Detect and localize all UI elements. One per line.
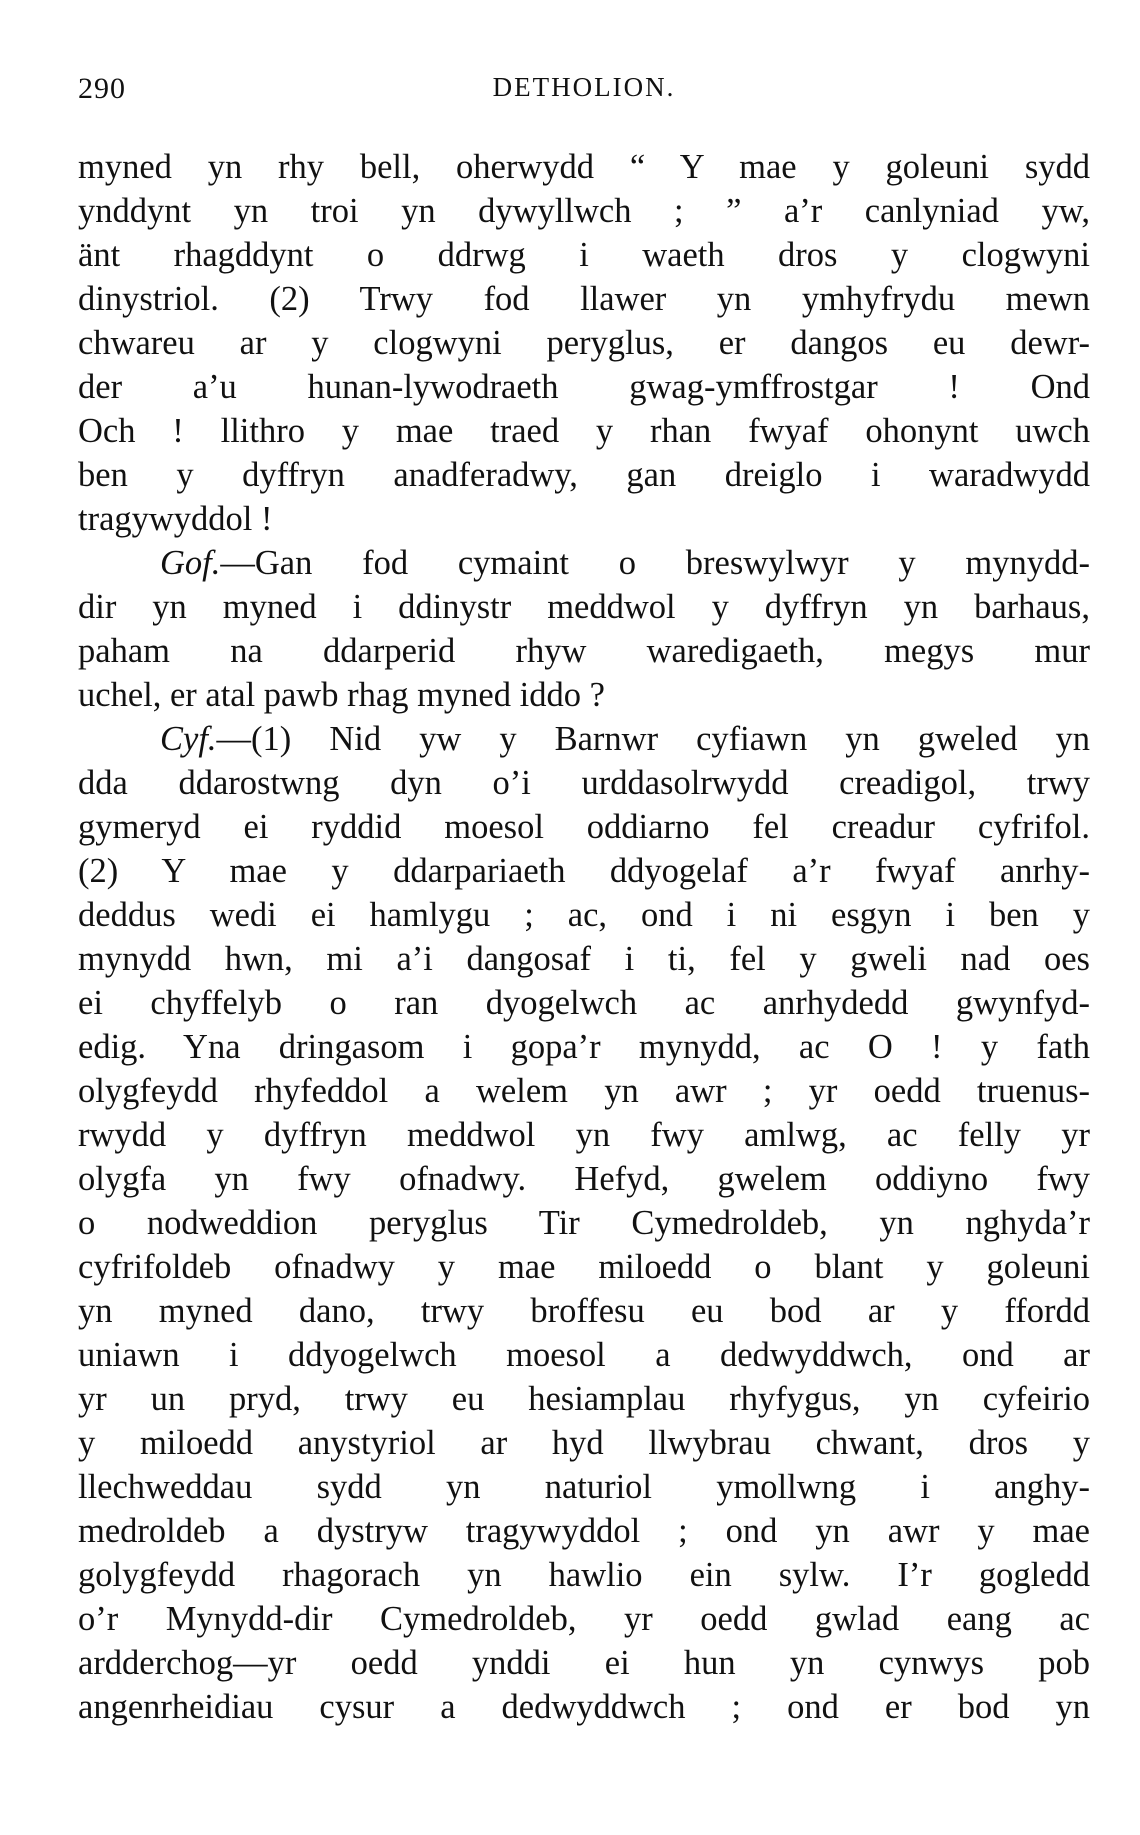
text-line: o nodweddion peryglus Tir Cymedroldeb, yn nghyda’r [78, 1204, 1090, 1242]
text-line: ei chyffelyb o ran dyogelwch ac anrhydedd gwynfyd- [78, 984, 1090, 1022]
text-line: medroldeb a dystryw tragywyddol ; ond yn awr y mae [78, 1512, 1090, 1550]
text-line: dir yn myned i ddinystr meddwol y dyffryn yn barhaus, [78, 588, 1090, 626]
text-line: ben y dyffryn anadferadwy, gan dreiglo i waradwydd [78, 456, 1090, 494]
text-line: ardderchog—yr oedd ynddi ei hun yn cynwys pob [78, 1644, 1090, 1682]
text-line: deddus wedi ei hamlygu ; ac, ond i ni esgyn i ben y [78, 896, 1090, 934]
text-line: olygfeydd rhyfeddol a welem yn awr ; yr oedd truenus- [78, 1072, 1090, 1110]
running-title: DETHOLION. [492, 72, 676, 102]
speaker-label-gof: Gof. [160, 544, 221, 582]
text-line: (2) Y mae y ddarpariaeth ddyogelaf a’r fwyaf anrhy- [78, 852, 1090, 890]
text-line: rwydd y dyffryn meddwol yn fwy amlwg, ac felly yr [78, 1116, 1090, 1154]
text-line: golygfeydd rhagorach yn hawlio ein sylw. I’r gogledd [78, 1556, 1090, 1594]
text-line: o’r Mynydd-dir Cymedroldeb, yr oedd gwlad eang ac [78, 1600, 1090, 1638]
text-line: paham na ddarperid rhyw waredigaeth, megys mur [78, 632, 1090, 670]
text-line: llechweddau sydd yn naturiol ymollwng i anghy- [78, 1468, 1090, 1506]
text-line: ynddynt yn troi yn dywyllwch ; ” a’r canlyniad yw, [78, 192, 1090, 230]
text-line: y miloedd anystyriol ar hyd llwybrau chwant, dros y [78, 1424, 1090, 1462]
dialogue-line-cyf [78, 717, 1090, 761]
text-line: Och ! llithro y mae traed y rhan fwyaf ohonynt uwch [78, 412, 1090, 450]
text-line: chwareu ar y clogwyni peryglus, er dangos eu dewr- [78, 324, 1090, 362]
text-line: dinystriol. (2) Trwy fod llawer yn ymhyfrydu mewn [78, 280, 1090, 318]
text-line: dda ddarostwng dyn o’i urddasolrwydd creadigol, trwy [78, 764, 1090, 802]
body-text [78, 145, 1090, 1729]
text-line-content: —Gan fod cymaint o breswylwyr y mynydd- [220, 544, 1090, 582]
text-line: uniawn i ddyogelwch moesol a dedwyddwch, ond ar [78, 1336, 1090, 1374]
text-line: änt rhagddynt o ddrwg i waeth dros y clogwyni [78, 236, 1090, 274]
text-line-content: —(1) Nid yw y Barnwr cyfiawn yn gweled yn [216, 720, 1090, 758]
text-line: olygfa yn fwy ofnadwy. Hefyd, gwelem oddiyno fwy [78, 1160, 1090, 1198]
text-line: edig. Yna dringasom i gopa’r mynydd, ac O ! y fath [78, 1028, 1090, 1066]
text-line: yr un pryd, trwy eu hesiamplau rhyfygus, yn cyfeirio [78, 1380, 1090, 1418]
text-line: cyfrifoldeb ofnadwy y mae miloedd o blant y goleuni [78, 1248, 1090, 1286]
page-header [78, 72, 1090, 112]
text-line: angenrheidiau cysur a dedwyddwch ; ond er bod yn [78, 1688, 1090, 1726]
speaker-label-cyf: Cyf. [160, 720, 217, 758]
page-number: 290 [78, 72, 126, 105]
text-line: uchel, er atal pawb rhag myned iddo ? [78, 676, 605, 714]
text-line: der a’u hunan-lywodraeth gwag-ymffrostgar ! Ond [78, 368, 1090, 406]
text-line: tragywyddol ! [78, 500, 273, 538]
text-line: gymeryd ei ryddid moesol oddiarno fel creadur cyfrifol. [78, 808, 1090, 846]
text-line: yn myned dano, trwy broffesu eu bod ar y ffordd [78, 1292, 1090, 1330]
dialogue-line-gof [78, 541, 1090, 585]
text-line: mynydd hwn, mi a’i dangosaf i ti, fel y gweli nad oes [78, 940, 1090, 978]
text-line: myned yn rhy bell, oherwydd “ Y mae y goleuni sydd [78, 148, 1090, 186]
